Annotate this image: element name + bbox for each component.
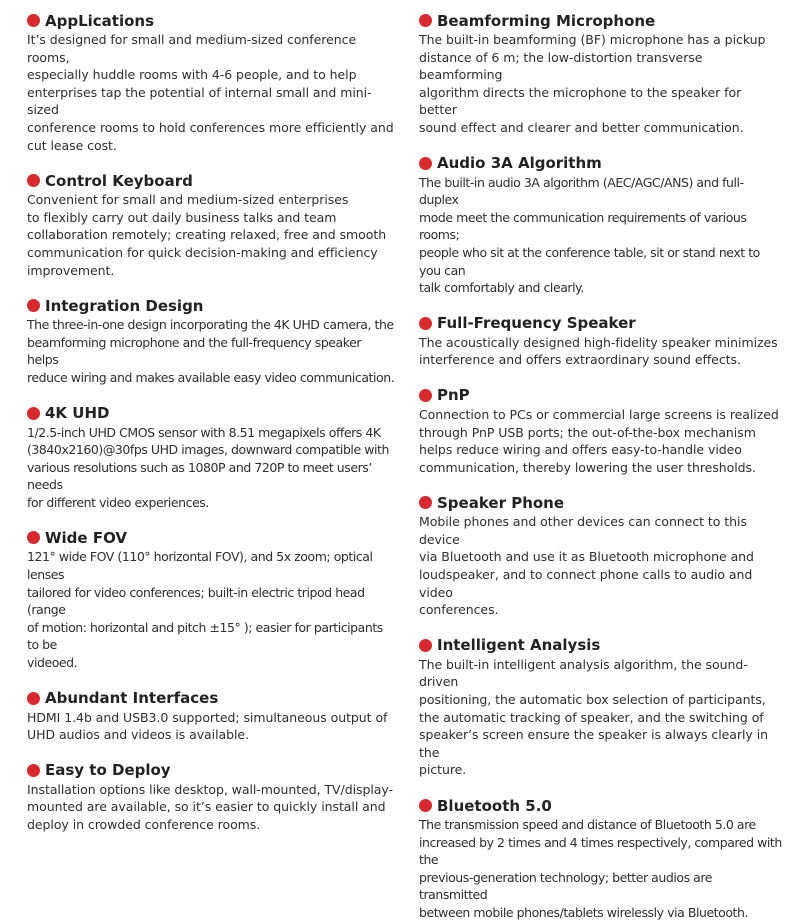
feature-control-keyboard xyxy=(27,170,395,279)
feature-beamforming-microphone xyxy=(419,10,783,137)
feature-title: Wide FOV xyxy=(45,528,128,547)
feature-description: The built-in audio 3A algorithm (AEC/AGC/ANS) and full-duplex mode meet the communication requirements of various rooms; people who sit at the conference table, sit or stand next to you can talk comfortably and clearly. xyxy=(419,174,760,296)
feature-title: Easy to Deploy xyxy=(45,761,171,780)
feature-description: The acoustically designed high-fidelity speaker minimizes interference and offers extraordinary sound effects. xyxy=(419,334,778,368)
feature-title-row xyxy=(419,153,783,174)
feature-title: Beamforming Microphone xyxy=(437,11,656,30)
red-bullet-icon xyxy=(27,407,40,420)
red-bullet-icon xyxy=(419,799,432,812)
feature-description: Connection to PCs or commercial large screens is realized through PnP USB ports; the out-of-the-box mechanism helps reduce wiring and offers easy-to-handle video communication, thereby lowering the user thresholds. xyxy=(419,406,779,475)
feature-wide-fov xyxy=(27,527,395,671)
feature-title: Intelligent Analysis xyxy=(437,636,601,655)
feature-title-row xyxy=(419,10,783,31)
feature-title-row xyxy=(27,10,395,31)
feature-title: Full-Frequency Speaker xyxy=(437,314,636,333)
feature-title: Abundant Interfaces xyxy=(45,689,219,708)
feature-title-row xyxy=(419,795,783,816)
right-feature-column xyxy=(419,10,783,922)
feature-description: Convenient for small and medium-sized enterprises to flexibly carry out daily business talks and team collaboration remotely; creating relaxed, free and smooth communication for quick decision-making and efficiency improvement. xyxy=(27,192,387,278)
red-bullet-icon xyxy=(27,692,40,705)
red-bullet-icon xyxy=(27,174,40,187)
feature-title-row xyxy=(27,170,395,191)
feature-title-row xyxy=(27,688,395,709)
feature-abundant-interfaces xyxy=(27,688,395,744)
feature-title-row xyxy=(419,492,783,513)
feature-description: The transmission speed and distance of Bluetooth 5.0 are increased by 2 times and 4 times respectively, compared with the previous-generation technology; better audios are transmitted between mobile phones/tablets wirelessly via Bluetooth. xyxy=(419,817,782,920)
feature-full-frequency-speaker xyxy=(419,313,783,369)
feature-speaker-phone xyxy=(419,492,783,619)
feature-applications xyxy=(27,10,395,154)
left-feature-column xyxy=(27,10,395,834)
feature-pnp xyxy=(419,385,783,476)
feature-integration-design xyxy=(27,295,395,386)
red-bullet-icon xyxy=(27,14,40,27)
red-bullet-icon xyxy=(419,317,432,330)
feature-audio-3a-algorithm xyxy=(419,153,783,297)
feature-intelligent-analysis xyxy=(419,635,783,779)
red-bullet-icon xyxy=(419,389,432,402)
feature-4k-uhd xyxy=(27,403,395,512)
feature-bluetooth-5 xyxy=(419,795,783,922)
feature-description: 1/2.5-inch UHD CMOS sensor with 8.51 megapixels offers 4K (3840x2160)@30fps UHD images, downward compatible with various resolutions such as 1080P and 720P to meet users’ needs for different video experiences. xyxy=(27,424,389,510)
red-bullet-icon xyxy=(27,531,40,544)
feature-title: 4K UHD xyxy=(45,404,110,422)
feature-title: Audio 3A Algorithm xyxy=(437,154,602,173)
feature-title-row xyxy=(419,313,783,334)
red-bullet-icon xyxy=(27,299,40,312)
feature-description: Installation options like desktop, wall-mounted, TV/display- mounted are available, so it’s easier to quickly install and deploy in crowded conference rooms. xyxy=(27,781,393,832)
feature-title-row xyxy=(419,635,783,656)
feature-description: The built-in beamforming (BF) microphone has a pickup distance of 6 m; the low-distortion transverse beamforming algorithm directs the microphone to the speaker for better sound effect and clearer and better communication. xyxy=(419,32,766,135)
feature-title: Speaker Phone xyxy=(437,493,565,512)
feature-title: AppLications xyxy=(45,11,155,30)
red-bullet-icon xyxy=(27,764,40,777)
feature-title-row xyxy=(27,527,395,548)
feature-description: It’s designed for small and medium-sized conference rooms, especially huddle rooms with 4-6 people, and to help enterprises tap the potential of internal small and mini-sized conference rooms to hold conferences more efficiently and cut lease cost. xyxy=(27,32,394,153)
feature-title-row xyxy=(419,385,783,406)
feature-description: 121° wide FOV (110° horizontal FOV), and 5x zoom; optical lenses tailored for video conferences; built-in electric tripod head (range of motion: horizontal and pitch ±15° ); easier for participants to be videoed. xyxy=(27,549,383,671)
feature-title: PnP xyxy=(437,386,470,405)
feature-title-row xyxy=(27,295,395,316)
feature-title: Control Keyboard xyxy=(45,171,193,190)
feature-description: HDMI 1.4b and USB3.0 supported; simultaneous output of UHD audios and videos is available. xyxy=(27,709,388,743)
red-bullet-icon xyxy=(419,639,432,652)
feature-title-row xyxy=(27,760,395,781)
red-bullet-icon xyxy=(419,14,432,27)
red-bullet-icon xyxy=(419,157,432,170)
red-bullet-icon xyxy=(419,496,432,509)
feature-description: Mobile phones and other devices can connect to this device via Bluetooth and use it as Bluetooth microphone and loudspeaker, and to connect phone calls to audio and video conferences. xyxy=(419,514,754,618)
feature-title-row xyxy=(27,403,395,424)
feature-title: Integration Design xyxy=(45,296,204,315)
feature-easy-to-deploy xyxy=(27,760,395,834)
feature-description: The built-in intelligent analysis algorithm, the sound-driven positioning, the automatic box selection of participants, the automatic tracking of speaker, and the switching of speaker’s screen ensure the speaker is always clearly in the picture. xyxy=(419,656,768,778)
feature-description: The three-in-one design incorporating the 4K UHD camera, the beamforming microphone and the full-frequency speaker helps reduce wiring and makes available easy video communication. xyxy=(27,317,395,385)
feature-title: Bluetooth 5.0 xyxy=(437,796,552,815)
